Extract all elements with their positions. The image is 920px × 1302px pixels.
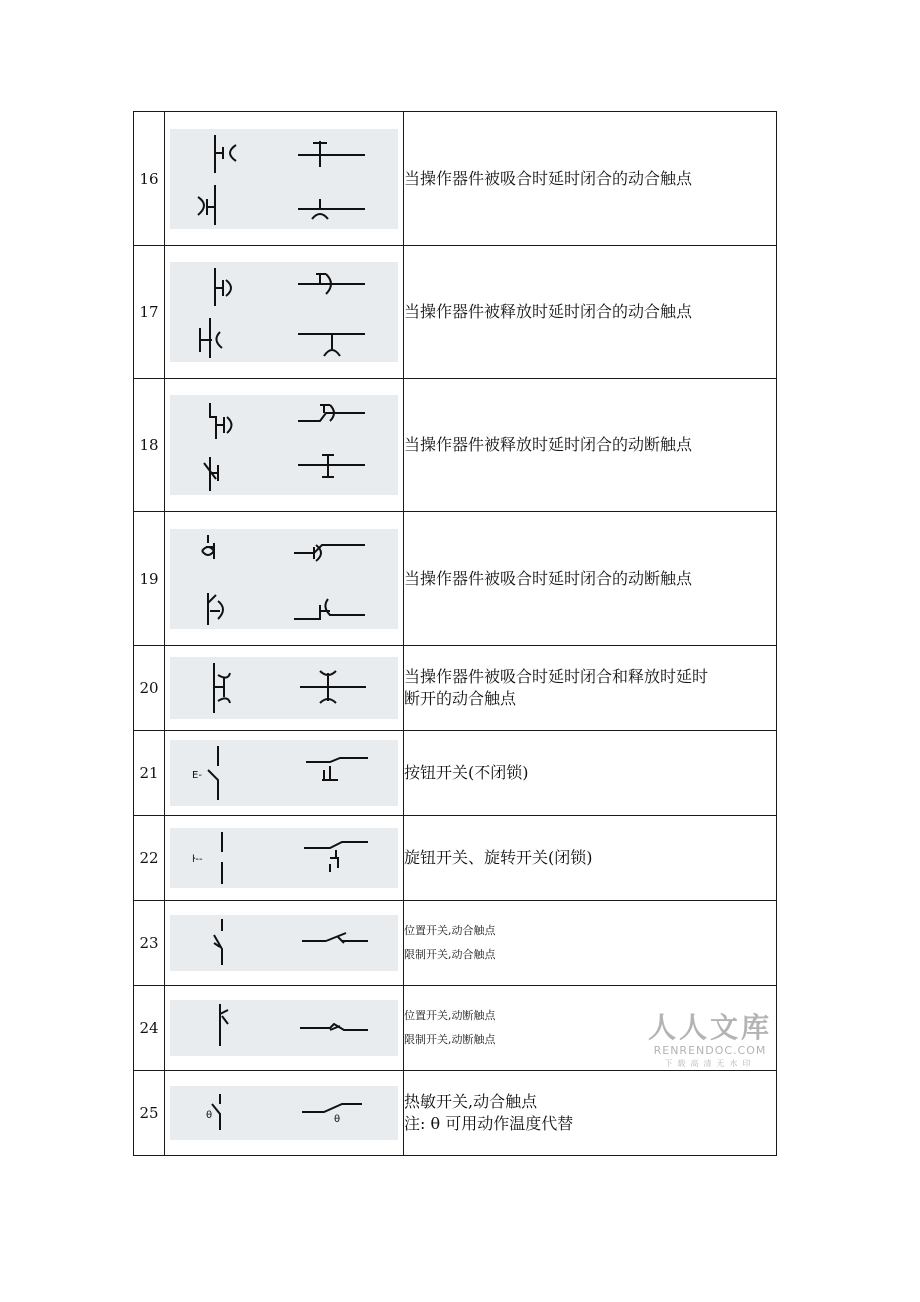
- watermark: [648, 1012, 772, 1070]
- symbol-cell: [165, 816, 404, 901]
- delay-break-on-energize-symbol: [170, 529, 398, 629]
- row-number: 16: [134, 112, 165, 246]
- description-line: 断开的动合触点: [404, 689, 517, 708]
- description-line: 当操作器件被释放时延时闭合的动断触点: [404, 435, 693, 454]
- row-number: 17: [134, 246, 165, 379]
- row-number: 18: [134, 379, 165, 512]
- row-description: [404, 816, 777, 901]
- rotary-switch-symbol: [170, 828, 398, 888]
- symbol-cell: [165, 512, 404, 646]
- description-line: 旋钮开关、旋转开关(闭锁): [404, 848, 593, 867]
- table-row: [134, 112, 777, 246]
- symbol-cell: [165, 646, 404, 731]
- description-line: 位置开关,动断触点: [404, 1009, 496, 1022]
- row-description: [404, 901, 777, 986]
- delay-make-on-release-symbol: [170, 262, 398, 362]
- position-switch-make-symbol: [170, 915, 398, 971]
- row-number: 24: [134, 986, 165, 1071]
- delay-make-on-energize-symbol: [170, 129, 398, 229]
- symbol-cell: [165, 246, 404, 379]
- description-line: 限制开关,动断触点: [404, 1033, 496, 1046]
- table-row: [134, 1071, 777, 1156]
- table-row: [134, 816, 777, 901]
- watermark-url: RENRENDOC.COM: [653, 1044, 767, 1057]
- symbol-cell: [165, 731, 404, 816]
- description-line: 注: θ 可用动作温度代替: [404, 1114, 574, 1133]
- row-description: [404, 379, 777, 512]
- row-number: 20: [134, 646, 165, 731]
- table-row: [134, 512, 777, 646]
- table-row: [134, 731, 777, 816]
- row-number: 22: [134, 816, 165, 901]
- row-number: 25: [134, 1071, 165, 1156]
- theta-label: θ: [334, 1114, 341, 1125]
- watermark-title: 人人文库: [648, 1011, 773, 1044]
- row-description: [404, 512, 777, 646]
- row-number: 21: [134, 731, 165, 816]
- position-switch-break-symbol: [170, 1000, 398, 1056]
- row-number: 23: [134, 901, 165, 986]
- watermark-tagline: 下载高清无水印: [664, 1059, 756, 1068]
- description-line: 当操作器件被释放时延时闭合的动合触点: [404, 302, 693, 321]
- symbol-cell: [165, 112, 404, 246]
- description-line: 当操作器件被吸合时延时闭合的动断触点: [404, 568, 693, 588]
- delay-break-on-release-symbol: [170, 395, 398, 495]
- description-line: 限制开关,动合触点: [404, 948, 496, 961]
- table-row: [134, 246, 777, 379]
- symbol-cell: [165, 986, 404, 1071]
- row-description: [404, 646, 777, 731]
- table-row: [134, 379, 777, 512]
- row-description: [404, 112, 777, 246]
- description-line: 按钮开关(不闭锁): [404, 763, 529, 782]
- description-line: 当操作器件被吸合时延时闭合和释放时延时: [404, 667, 709, 686]
- theta-label: θ: [206, 1110, 213, 1121]
- table-row: [134, 646, 777, 731]
- description-line: 位置开关,动合触点: [404, 924, 496, 937]
- row-description: [404, 246, 777, 379]
- description-line: 热敏开关,动合触点: [404, 1092, 538, 1111]
- delay-make-and-break-symbol: [170, 657, 398, 719]
- table-row: [134, 901, 777, 986]
- row-number: 19: [134, 512, 165, 646]
- push-prefix-label: E-: [192, 770, 202, 781]
- description-line: 当操作器件被吸合时延时闭合的动合触点: [404, 168, 693, 188]
- thermal-switch-symbol: [170, 1086, 398, 1140]
- rotary-prefix-label: ŀ--: [192, 854, 203, 865]
- push-button-switch-symbol: [170, 740, 398, 806]
- row-description: [404, 731, 777, 816]
- row-description: [404, 1071, 777, 1156]
- symbol-cell: [165, 379, 404, 512]
- symbol-cell: [165, 901, 404, 986]
- symbol-cell: [165, 1071, 404, 1156]
- symbol-table: [133, 111, 777, 1156]
